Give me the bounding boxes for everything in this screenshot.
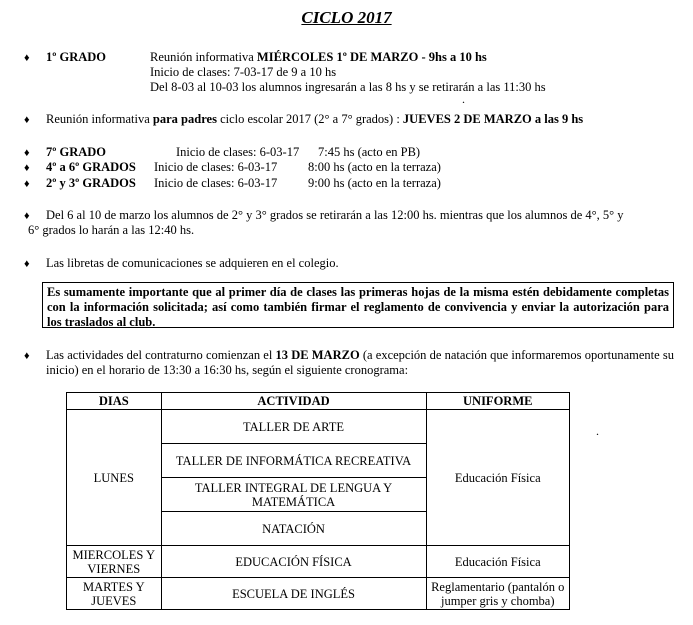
table-row xyxy=(67,546,570,578)
bullet-diamond-icon: ♦ xyxy=(24,350,30,362)
header-uniforme: UNIFORME xyxy=(426,393,570,410)
marzo-line-2: 6° grados lo harán a las 12:40 hs. xyxy=(28,223,195,237)
libretas-text: Las libretas de comunicaciones se adquieren en el colegio. xyxy=(46,256,339,270)
contraturno-text-2: (a excepción de natación que informaremos oportunamente su inicio) en el horario de 13:30 a 16:30 hs, según el siguiente cronograma: xyxy=(46,348,674,377)
martes-uniforme: Reglamentario (pantalón o jumper gris y chomba) xyxy=(426,578,570,610)
actividad-natacion: NATACIÓN xyxy=(161,512,426,546)
stray-dot: . xyxy=(596,424,599,438)
actividad-educacion-fisica: EDUCACIÓN FÍSICA xyxy=(161,546,426,578)
grado1-reunion-date: MIÉRCOLES 1º DE MARZO - 9hs a 10 hs xyxy=(256,50,487,64)
grado1-label: 1º GRADO xyxy=(46,50,107,64)
grado7-inicio: Inicio de clases: 6-03-17 xyxy=(176,145,300,159)
bullet-diamond-icon: ♦ xyxy=(24,147,30,159)
important-notice-box: Es sumamente importante que al primer día de clases las primeras hojas de la misma estén debidamente completas con la información solicitada; así como también firmar el reglamento de convivencia y enviar la autorización para los traslados al club. xyxy=(42,282,674,328)
grado7-label: 7º GRADO xyxy=(46,145,107,159)
actividad-arte: TALLER DE ARTE xyxy=(161,410,426,444)
grado7-hora: 7:45 hs (acto en PB) xyxy=(318,145,421,159)
table-row xyxy=(67,578,570,610)
reunion-padres xyxy=(46,112,583,127)
martes-dia: MARTES Y JUEVES xyxy=(67,578,162,610)
table-header-row xyxy=(67,393,570,410)
miercoles-uniforme: Educación Física xyxy=(426,546,570,578)
cronograma-table xyxy=(66,392,570,610)
contraturno-text-1: Las actividades del contraturno comienzan el xyxy=(46,348,276,362)
grado1-horario: Del 8-03 al 10-03 los alumnos ingresarán a las 8 hs y se retirarán a las 11:30 hs xyxy=(150,80,546,94)
grado1-reunion xyxy=(150,50,487,65)
grado1-reunion-text: Reunión informativa xyxy=(150,50,257,64)
padres-bold-1: para padres xyxy=(152,112,217,126)
grado4-6-label: 4º a 6º GRADOS xyxy=(46,160,136,174)
grado2-3-hora: 9:00 hs (acto en la terraza) xyxy=(308,176,441,190)
bullet-diamond-icon: ♦ xyxy=(24,162,30,174)
bullet-diamond-icon: ♦ xyxy=(24,52,30,64)
document-title: CICLO 2017 xyxy=(301,8,392,27)
bullet-diamond-icon: ♦ xyxy=(24,178,30,190)
bullet-diamond-icon: ♦ xyxy=(24,114,30,126)
actividad-informatica: TALLER DE INFORMÁTICA RECREATIVA xyxy=(161,444,426,478)
header-actividad: ACTIVIDAD xyxy=(161,393,426,410)
contraturno-text xyxy=(46,348,674,378)
lunes-dia: LUNES xyxy=(67,410,162,546)
lunes-uniforme: Educación Física xyxy=(426,410,570,546)
bullet-diamond-icon: ♦ xyxy=(24,258,30,270)
stray-dot: . xyxy=(462,92,465,106)
actividad-ingles: ESCUELA DE INGLÉS xyxy=(161,578,426,610)
grado2-3-inicio: Inicio de clases: 6-03-17 xyxy=(154,176,278,190)
grado4-6-hora: 8:00 hs (acto en la terraza) xyxy=(308,160,441,174)
bullet-diamond-icon: ♦ xyxy=(24,210,30,222)
actividad-lengua-matematica: TALLER INTEGRAL DE LENGUA Y MATEMÁTICA xyxy=(161,478,426,512)
grado1-inicio: Inicio de clases: 7-03-17 de 9 a 10 hs xyxy=(150,65,337,79)
padres-text-2: ciclo escolar 2017 (2° a 7° grados) : xyxy=(216,112,403,126)
grado2-3-label: 2º y 3º GRADOS xyxy=(46,176,136,190)
contraturno-date: 13 DE MARZO xyxy=(275,348,360,362)
padres-bold-2: JUEVES 2 DE MARZO a las 9 hs xyxy=(402,112,584,126)
padres-text-1: Reunión informativa xyxy=(46,112,153,126)
table-row xyxy=(67,410,570,444)
header-dias: DIAS xyxy=(67,393,162,410)
grado4-6-inicio: Inicio de clases: 6-03-17 xyxy=(154,160,278,174)
marzo-line-1: Del 6 al 10 de marzo los alumnos de 2° y 3° grados se retirarán a las 12:00 hs. mientras que los alumnos de 4°, 5° y xyxy=(46,208,624,222)
miercoles-dia: MIERCOLES Y VIERNES xyxy=(67,546,162,578)
